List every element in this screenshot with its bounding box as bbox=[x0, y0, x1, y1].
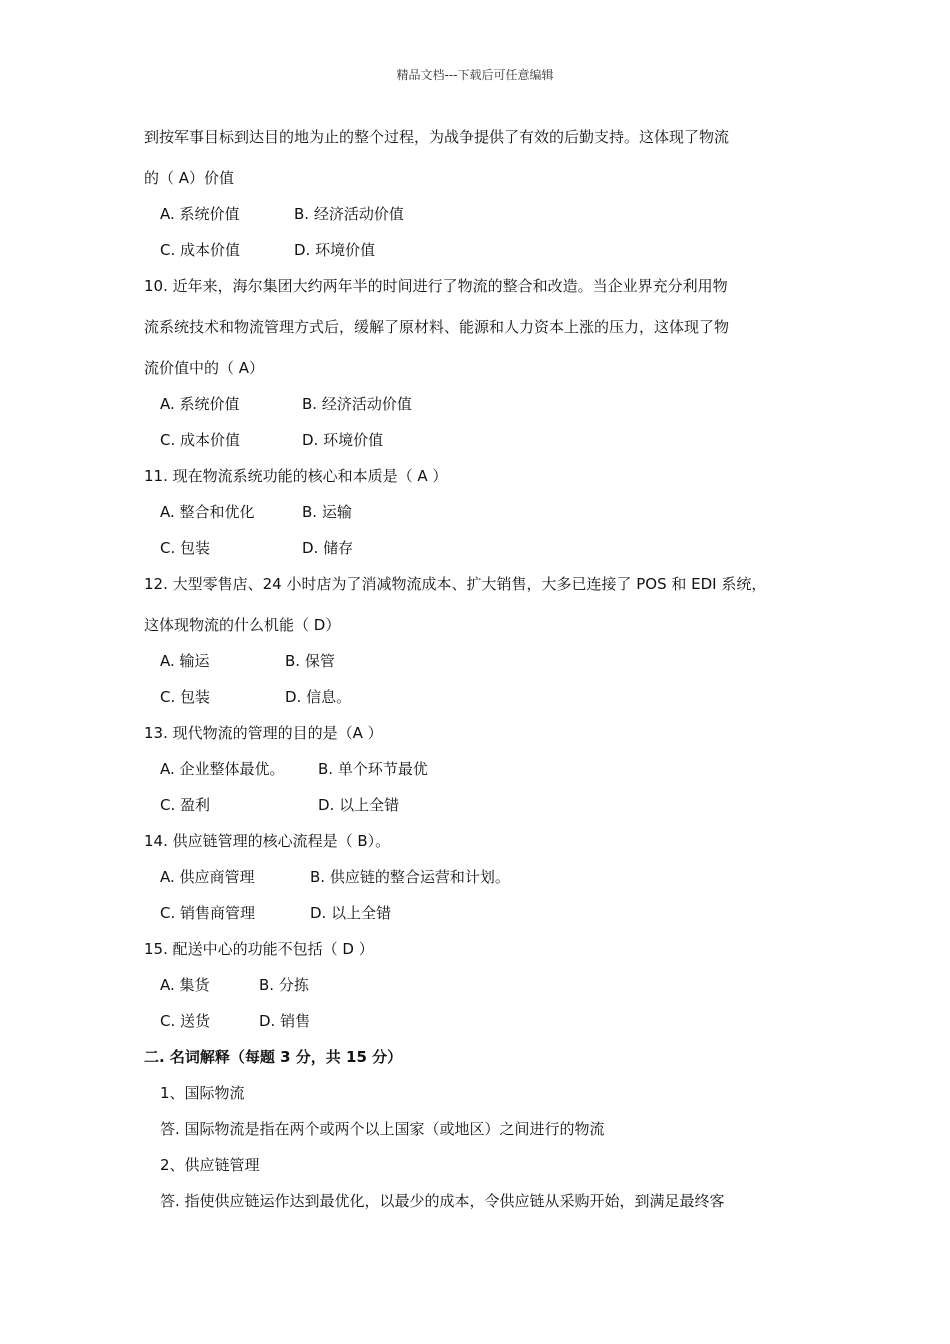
q11-option-b: B. 运输 bbox=[302, 503, 352, 521]
q10-option-c: C. 成本价值 bbox=[160, 431, 241, 449]
q13-option-c: C. 盈利 bbox=[160, 796, 211, 814]
q12-line-1: 12. 大型零售店、24 小时店为了消减物流成本、扩大销售，大多已连接了 POS 和 EDI 系统， bbox=[144, 575, 767, 593]
q14-option-a: A. 供应商管理 bbox=[160, 868, 255, 886]
q10-line-3: 流价值中的（ A） bbox=[144, 359, 265, 377]
page-header: 精品文档---下载后可任意编辑 bbox=[396, 68, 554, 82]
q9-line-1: 到按军事目标到达目的地为止的整个过程，为战争提供了有效的后勤支持。这体现了物流 bbox=[144, 128, 730, 146]
term-2: 2、供应链管理 bbox=[160, 1156, 260, 1174]
q10-line-1: 10. 近年来，海尔集团大约两年半的时间进行了物流的整合和改造。当企业界充分利用物 bbox=[144, 277, 728, 295]
q13-option-b: B. 单个环节最优 bbox=[318, 760, 428, 778]
answer-2: 答. 指使供应链运作达到最优化，以最少的成本，令供应链从采购开始，到满足最终客 bbox=[160, 1192, 725, 1210]
q12-option-c: C. 包装 bbox=[160, 688, 211, 706]
q14-option-b: B. 供应链的整合运营和计划。 bbox=[310, 868, 510, 886]
q10-option-b: B. 经济活动价值 bbox=[302, 395, 412, 413]
section-2-title: 二. 名词解释（每题 3 分，共 15 分） bbox=[144, 1048, 403, 1066]
term-1: 1、国际物流 bbox=[160, 1084, 245, 1102]
q15-option-a: A. 集货 bbox=[160, 976, 210, 994]
q15-option-c: C. 送货 bbox=[160, 1012, 211, 1030]
q9-option-d: D. 环境价值 bbox=[294, 241, 376, 259]
q9-option-b: B. 经济活动价值 bbox=[294, 205, 404, 223]
q14-option-c: C. 销售商管理 bbox=[160, 904, 256, 922]
q12-line-2: 这体现物流的什么机能（ D） bbox=[144, 616, 341, 634]
q11-option-d: D. 储存 bbox=[302, 539, 354, 557]
q11-line-1: 11. 现在物流系统功能的核心和本质是（ A ） bbox=[144, 467, 448, 485]
q12-option-b: B. 保管 bbox=[285, 652, 335, 670]
q9-option-a: A. 系统价值 bbox=[160, 205, 240, 223]
answer-1: 答. 国际物流是指在两个或两个以上国家（或地区）之间进行的物流 bbox=[160, 1120, 605, 1138]
q11-option-a: A. 整合和优化 bbox=[160, 503, 255, 521]
q15-line-1: 15. 配送中心的功能不包括（ D ） bbox=[144, 940, 374, 958]
q13-option-a: A. 企业整体最优。 bbox=[160, 760, 285, 778]
q11-option-c: C. 包装 bbox=[160, 539, 211, 557]
q10-line-2: 流系统技术和物流管理方式后，缓解了原材料、能源和人力资本上涨的压力，这体现了物 bbox=[144, 318, 730, 336]
q9-line-2: 的（ A）价值 bbox=[144, 169, 235, 187]
q13-option-d: D. 以上全错 bbox=[318, 796, 400, 814]
q12-option-a: A. 输运 bbox=[160, 652, 210, 670]
q14-option-d: D. 以上全错 bbox=[310, 904, 392, 922]
q10-option-d: D. 环境价值 bbox=[302, 431, 384, 449]
q13-line-1: 13. 现代物流的管理的目的是（A ） bbox=[144, 724, 383, 742]
q12-option-d: D. 信息。 bbox=[285, 688, 352, 706]
q9-option-c: C. 成本价值 bbox=[160, 241, 241, 259]
q15-option-d: D. 销售 bbox=[259, 1012, 311, 1030]
q15-option-b: B. 分拣 bbox=[259, 976, 309, 994]
q14-line-1: 14. 供应链管理的核心流程是（ B）。 bbox=[144, 832, 391, 850]
q10-option-a: A. 系统价值 bbox=[160, 395, 240, 413]
